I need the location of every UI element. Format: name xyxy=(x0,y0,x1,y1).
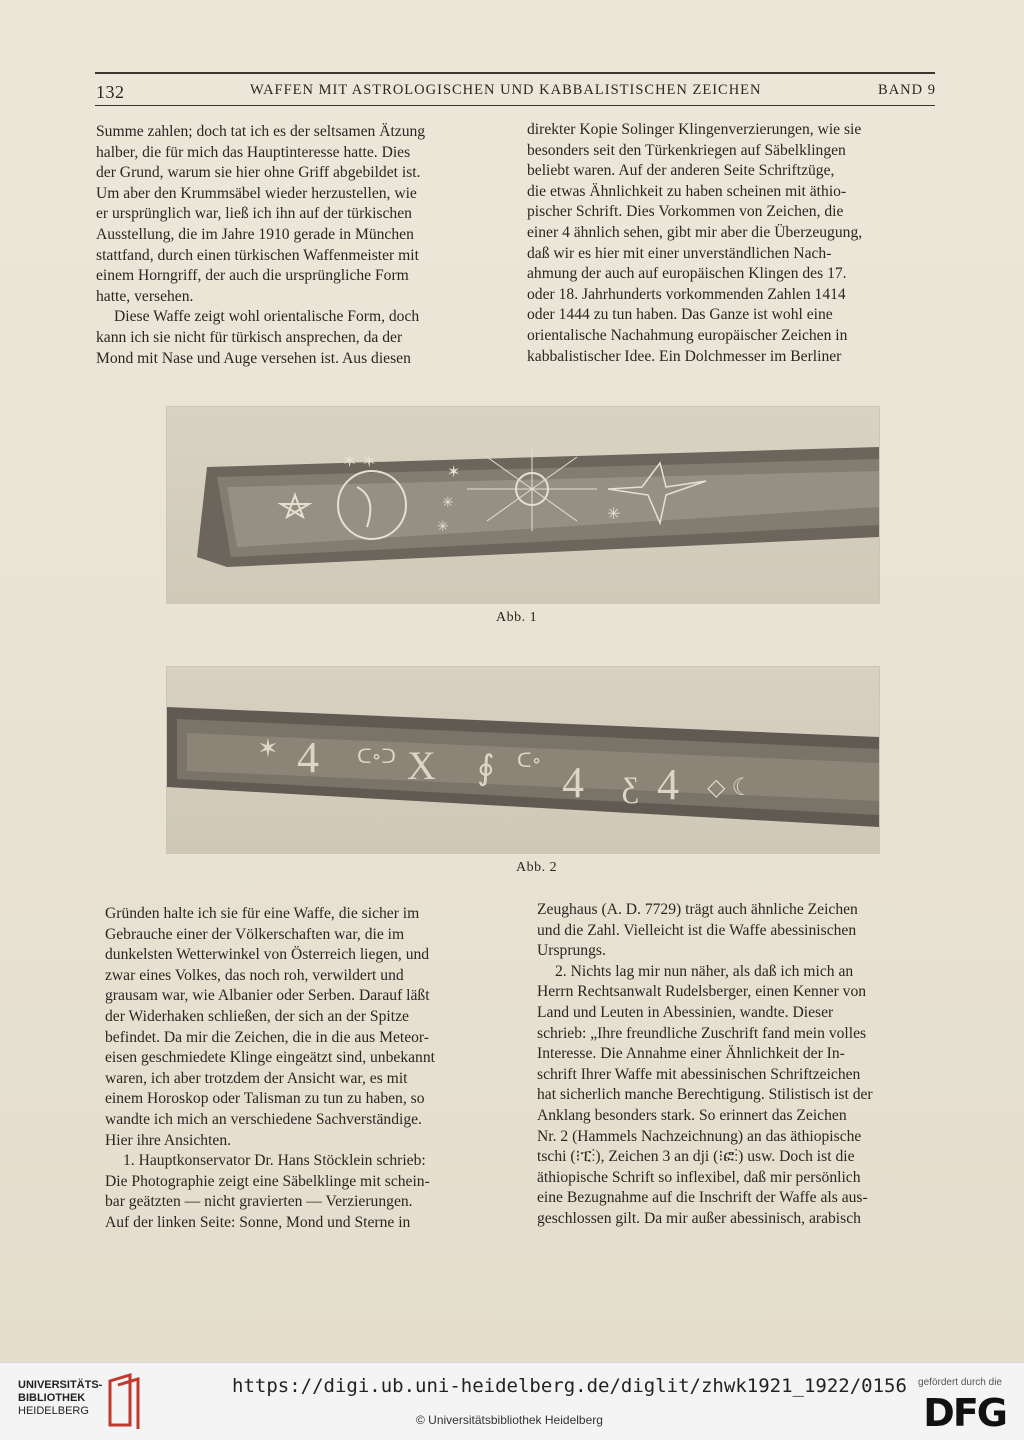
text-line: bar geätzten — nicht gravierten — Verzierungen. xyxy=(105,1193,413,1211)
text-line: die etwas Ähnlichkeit zu haben scheinen mit äthio- xyxy=(527,182,847,200)
text-line: Ausstellung, die im Jahre 1910 gerade in München xyxy=(96,225,414,243)
text-line: geschlossen gilt. Da mir außer abessinisch, arabisch xyxy=(537,1209,861,1227)
text-line: Nr. 2 (Hammels Nachzeichnung) an das äthiopische xyxy=(537,1127,862,1145)
text-line: eine Bezugnahme auf die Inschrift der Waffe als aus- xyxy=(537,1189,868,1207)
svg-text:4: 4 xyxy=(657,760,679,809)
text-line: halber, die für mich das Hauptinteresse hatte. Dies xyxy=(96,143,411,161)
text-line: eisen geschmiedete Klinge eingeätzt sind, unbekannt xyxy=(105,1049,435,1067)
text-line: Gründen halte ich sie für eine Waffe, die sicher im xyxy=(105,905,420,922)
figure-caption-1: Abb. 1 xyxy=(496,610,538,625)
text-line: dunkelsten Wetterwinkel von Österreich liegen, und xyxy=(105,946,430,964)
text-line: Um aber den Krummsäbel wieder herzustellen, wie xyxy=(96,184,417,202)
svg-text:Ƹ: Ƹ xyxy=(622,771,639,804)
text-line: Herrn Rechtsanwalt Rudelsberger, einen Kenner von xyxy=(537,983,867,1001)
svg-text:✳: ✳ xyxy=(607,506,621,523)
svg-text:◇ ☾: ◇ ☾ xyxy=(707,775,753,801)
text-column-1 xyxy=(96,122,506,369)
text-line: hatte, versehen. xyxy=(96,287,194,305)
text-line: und die Zahl. Vielleicht ist die Waffe abessinischen xyxy=(537,921,857,939)
text-line: daß wir es hier mit einer unverständlichen Nach- xyxy=(527,244,832,262)
sabre-blade-photo-2 xyxy=(166,666,880,854)
text-line: der Grund, warum sie hier ohne Griff abgebildet ist. xyxy=(96,164,421,182)
library-name-line: HEIDELBERG xyxy=(18,1405,89,1417)
text-line: stattfand, durch einen türkischen Waffenmeister mit xyxy=(96,246,419,264)
text-line: wandte ich mich an verschiedene Sachverständige. xyxy=(105,1110,422,1128)
text-line: grausam war, wie Albanier oder Serben. Darauf läßt xyxy=(105,987,430,1005)
svg-text:✳: ✳ xyxy=(437,520,449,535)
svg-text:✶ ✶: ✶ ✶ xyxy=(342,451,377,471)
svg-text:ᑕ∘ᑐ: ᑕ∘ᑐ xyxy=(357,746,397,768)
text-line: Zeughaus (A. D. 7729) trägt auch ähnliche Zeichen xyxy=(537,901,858,918)
dfg-logo[interactable]: DFG xyxy=(923,1391,1006,1435)
text-line: 1. Hauptkonservator Dr. Hans Stöcklein schrieb: xyxy=(123,1152,426,1170)
text-line: oder 18. Jahrhunderts vorkommenden Zahlen 1414 xyxy=(527,285,846,303)
text-line: tschi (⁝ፒ⁝), Zeichen 3 an dji (⁝ፎ⁝) usw. Doch ist die xyxy=(537,1148,855,1166)
sponsor-label: gefördert durch die xyxy=(918,1377,1002,1388)
running-title: WAFFEN MIT ASTROLOGISCHEN UND KABBALISTISCHEN ZEICHEN xyxy=(250,82,762,98)
text-line: orientalische Nachahmung europäischer Zeichen in xyxy=(527,326,848,344)
copyright-notice: © Universitätsbibliothek Heidelberg xyxy=(416,1413,603,1427)
text-line: Interesse. Die Annahme einer Ähnlichkeit der In- xyxy=(537,1045,845,1063)
volume-label: BAND 9 xyxy=(878,82,936,98)
text-line: Summe zahlen; doch tat ich es der seltsamen Ätzung xyxy=(96,123,426,140)
svg-text:✶: ✶ xyxy=(447,464,461,481)
text-line: Anklang besonders stark. So erinnert das Zeichen xyxy=(537,1106,847,1124)
svg-text:✳: ✳ xyxy=(442,496,454,511)
text-line: schrift Ihrer Waffe mit abessinischen Schriftzeichen xyxy=(537,1065,861,1083)
text-column-4 xyxy=(537,900,945,1230)
text-line: einem Horoskop oder Talisman zu tun zu haben, so xyxy=(105,1090,425,1108)
header-rule-bottom xyxy=(95,105,935,106)
text-line: Hier ihre Ansichten. xyxy=(105,1131,232,1149)
library-name-line: BIBLIOTHEK xyxy=(18,1392,86,1404)
text-line: pischer Schrift. Dies Vorkommen von Zeichen, die xyxy=(527,203,844,221)
text-line: befindet. Da mir die Zeichen, die in die aus Meteor- xyxy=(105,1028,430,1046)
viewer-footer xyxy=(0,1362,1024,1440)
library-name[interactable] xyxy=(18,1379,102,1418)
text-line: 2. Nichts lag mir nun näher, als daß ich mich an xyxy=(555,962,854,980)
text-line: kann ich sie nicht für türkisch ansprechen, da der xyxy=(96,328,403,346)
text-line: Mond mit Nase und Auge versehen ist. Aus diesen xyxy=(96,349,411,367)
text-line: kabbalistischer Idee. Ein Dolchmesser im Berliner xyxy=(527,347,842,365)
svg-text:∮: ∮ xyxy=(477,750,495,787)
text-line: äthiopische Schrift so inflexibel, daß mir persönlich xyxy=(537,1168,861,1186)
text-line: waren, ich aber trotzdem der Ansicht war, es mit xyxy=(105,1069,408,1087)
text-column-2 xyxy=(527,120,939,367)
text-line: oder 1444 zu tun haben. Das Ganze ist wohl eine xyxy=(527,306,833,324)
text-line: schrieb: „Ihre freundliche Zuschrift fand mein volles xyxy=(537,1024,867,1042)
library-logo-icon[interactable] xyxy=(104,1373,144,1434)
text-line: hat sicherlich manche Berechtigung. Stilistisch ist der xyxy=(537,1086,873,1104)
svg-text:✶: ✶ xyxy=(257,734,279,763)
text-line: er ursprünglich war, ließ ich ihn auf der türkischen xyxy=(96,205,412,223)
figure-caption-2: Abb. 2 xyxy=(516,860,558,875)
text-line: Die Photographie zeigt eine Säbelklinge mit schein- xyxy=(105,1172,430,1190)
text-line: der Widerhaken schließen, der sich an der Spitze xyxy=(105,1007,409,1025)
text-line: besonders seit den Türkenkriegen auf Säbelklingen xyxy=(527,141,846,159)
sabre-blade-photo-1 xyxy=(166,406,880,604)
text-line: einer 4 ähnlich sehen, gibt mir aber die Überzeugung, xyxy=(527,223,863,241)
text-line: einem Horngriff, der auch die ursprüngliche Form xyxy=(96,267,409,285)
text-line: Ursprungs. xyxy=(537,942,606,960)
svg-text:ᑕ∘: ᑕ∘ xyxy=(517,750,542,772)
svg-text:X: X xyxy=(407,743,436,788)
svg-text:4: 4 xyxy=(297,733,319,782)
text-line: Gebrauche einer der Völkerschaften war, die im xyxy=(105,925,405,943)
text-line: Auf der linken Seite: Sonne, Mond und Sterne in xyxy=(105,1213,411,1231)
permalink-url[interactable]: https://digi.ub.uni-heidelberg.de/diglit/zhwk1921_1922/0156 xyxy=(232,1375,907,1397)
text-line: Land und Leuten in Abessinien, wandte. Dieser xyxy=(537,1003,834,1021)
library-name-line: UNIVERSITÄTS- xyxy=(18,1379,103,1391)
header-rule-top xyxy=(95,72,935,74)
text-column-3 xyxy=(105,904,515,1234)
text-line: direkter Kopie Solinger Klingenverzierungen, wie sie xyxy=(527,121,862,138)
page-number: 132 xyxy=(96,82,125,102)
text-line: Diese Waffe zeigt wohl orientalische Form, doch xyxy=(114,308,420,326)
text-line: zwar eines Volkes, das noch roh, verwildert und xyxy=(105,966,404,984)
svg-text:4: 4 xyxy=(562,758,584,807)
text-line: beliebt waren. Auf der anderen Seite Schriftzüge, xyxy=(527,162,835,180)
text-line: ahmung der auch auf europäischen Klingen des 17. xyxy=(527,265,847,283)
